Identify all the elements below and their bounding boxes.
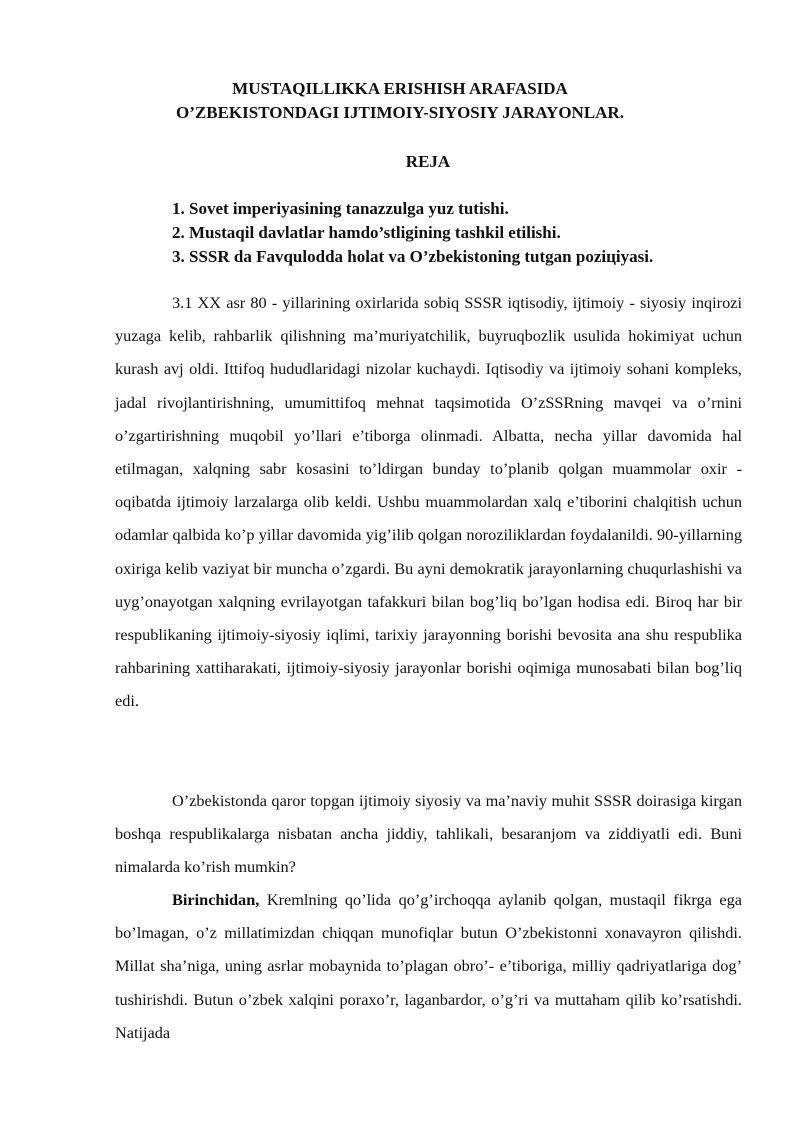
plan-item-1: 1. Sovet imperiyasining tanazzulga yuz tutishi. xyxy=(172,199,509,218)
body-paragraph-3 xyxy=(115,883,742,1049)
body-paragraph-1: 3.1 XX asr 80 - yillarining oxirlarida sobiq SSSR iqtisodiy, ijtimoiy - siyosiy inqirozi yuzaga kelib, rahbarlik qilishning ma’muriyatchilik, buyruqbozlik usulida hokimiyat uchun kurash avj oldi. Ittifoq hududlaridagi nizolar kuchaydi. Iqtisodiy va ijtimoiy sohani kompleks, jadal rivojlantirishning, umumittifoq mehnat taqsimotida O’zSSRning mavqei va o’rnini o’zgartirishning muqobil yo’llari e’tiborga olinmadi. Albatta, necha yillar davomida hal etilmagan, xalqning sabr kosasini to’ldirgan bunday to’planib qolgan muammolar oxir - oqibatda ijtimoiy larzalarga olib keldi. Ushbu muammolardan xalq e’tiborini chalqitish uchun odamlar qalbida ko’p yillar davomida yig’ilib qolgan noroziliklardan foydalanildi. 90-yillarning oxiriga kelib vaziyat bir muncha o’zgardi. Bu ayni demokratik jarayonlarning chuqurlashishi va uyg’onayotgan xalqning evrilayotgan tafakkuri bilan bog’liq bo’lgan hodisa edi. Biroq har bir respublikaning ijtimoiy-siyosiy iqlimi, tarixiy jarayonning borishi bevosita ana shu respublika rahbarining xattiharakati, ijtimoiy-siyosiy jarayonlar borishi oqimiga munosabati bilan bog’liq edi. xyxy=(115,293,742,711)
paragraph-3-lead: Birinchidan, xyxy=(172,890,260,909)
body-paragraph-2: O’zbekistonda qaror topgan ijtimoiy siyosiy va ma’naviy muhit SSSR doirasiga kirgan boshqa respublikalarga nisbatan ancha jiddiy, tahlikali, besaranjom va ziddiyatli edi. Buni nimalarda ko’rish mumkin? xyxy=(115,791,742,877)
document-title-line-2: O’ZBEKISTONDAGI IJTIMOIY-SIYOSIY JARAYONLAR. xyxy=(176,103,624,122)
plan-heading: REJA xyxy=(405,152,451,171)
plan-item-3: 3. SSSR da Favqulodda holat va O’zbekistoning tutgan poziцiyasi. xyxy=(172,247,654,266)
paragraph-3-text: Kremlning qo’lida qo’g’irchoqqa aylanib qolgan, mustaqil fikrga ega bo’lmagan, o’z millatimizdan chiqqan munofiqlar butun O’zbekistonni xonavayron qilishdi. Millat sha’niga, uning asrlar mobaynida to’plagan obro’- e’tiboriga, milliy qadriyatlariga dog’ tushirishdi. Butun o’zbek xalqini poraxo’r, laganbardor, o’g’ri va muttaham qilib ko’rsatishdi. Natijada xyxy=(115,890,742,1042)
plan-list xyxy=(172,197,653,269)
document-title-line-1: MUSTAQILLIKKA ERISHISH ARAFASIDA xyxy=(232,79,568,98)
plan-item-2: 2. Mustaqil davlatlar hamdo’stligining tashkil etilishi. xyxy=(172,223,561,242)
